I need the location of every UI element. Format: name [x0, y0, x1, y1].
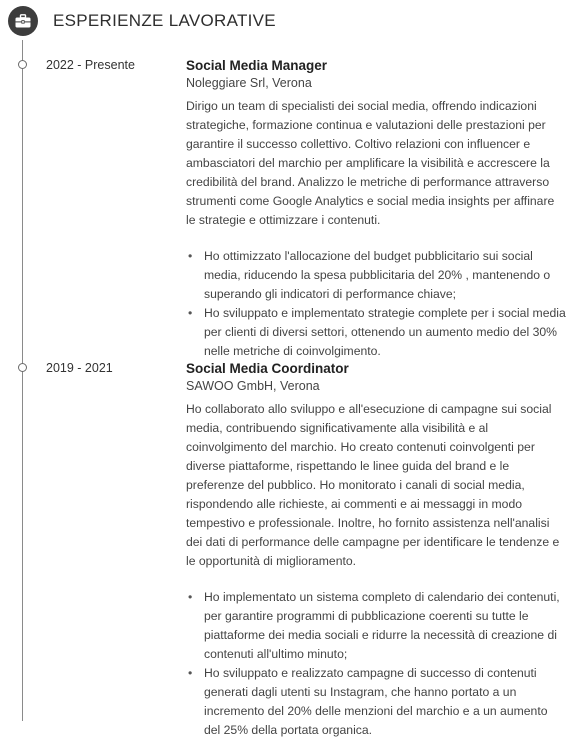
entry-body	[186, 58, 566, 361]
entry-date: 2022 - Presente	[46, 58, 135, 72]
list-item: • Ho ottimizzato l'allocazione del budget pubblicitario sui social media, riducendo la spesa pubblicitaria del 20% , mantenendo o superando gli indicatori di performance chiave;	[186, 247, 566, 304]
briefcase-icon	[8, 6, 38, 36]
entry-title: Social Media Coordinator	[186, 361, 349, 376]
section-title: ESPERIENZE LAVORATIVE	[53, 11, 276, 30]
bullet-list	[186, 588, 566, 740]
entry-company: SAWOO GmbH, Verona	[186, 379, 320, 393]
timeline-dot	[18, 363, 27, 372]
entry-description: Ho collaborato allo sviluppo e all'esecuzione di campagne sui social media, contribuendo significativamente alla visibilità e al coinvolgimento del marchio. Ho creato contenuti coinvolgenti per diverse piattaforme, rispettando le linee guida del brand e le preferenze del pubblico. Ho monitorato i canali di social media, rispondendo alle richieste, ai commenti e ai messaggi in modo tempestivo e professionale. Inoltre, ho fornito assistenza nell'analisi dei dati di performance delle campagne per identificare le tendenze e le opportunità di miglioramento.	[186, 402, 560, 568]
timeline-dot	[18, 60, 27, 69]
entry-company: Noleggiare Srl, Verona	[186, 76, 312, 90]
timeline-line	[22, 40, 23, 721]
entry-date: 2019 - 2021	[46, 361, 113, 375]
list-item: • Ho sviluppato e implementato strategie complete per i social media per clienti di diversi settori, ottenendo un aumento medio del 30% nelle metriche di coinvolgimento.	[186, 304, 566, 361]
list-item: • Ho implementato un sistema completo di calendario dei contenuti, per garantire programmi di pubblicazione coerenti su tutte le piattaforme dei media sociali e ridurre la necessità di creazione di contenuti all'ultimo minuto;	[186, 588, 566, 664]
entry-description: Dirigo un team di specialisti dei social media, offrendo indicazioni strategiche, formazione continua e valutazioni delle prestazioni per garantire il successo collettivo. Coltivo relazioni con influencer e ambasciatori del marchio per amplificare la visibilità e accrescere la credibilità del brand. Analizzo le metriche di performance attraverso strumenti come Google Analytics e social media insights per affinare le strategie e ottimizzare i contenuti.	[186, 99, 555, 227]
bullet-list	[186, 247, 566, 361]
entry-title: Social Media Manager	[186, 58, 328, 73]
list-item: • Ho sviluppato e realizzato campagne di successo di contenuti generati dagli utenti su Instagram, che hanno portato a un incremento del 20% delle menzioni del marchio e a un aumento del 25% della portata organica.	[186, 664, 566, 740]
section-header	[8, 6, 276, 36]
entry-body	[186, 361, 566, 740]
